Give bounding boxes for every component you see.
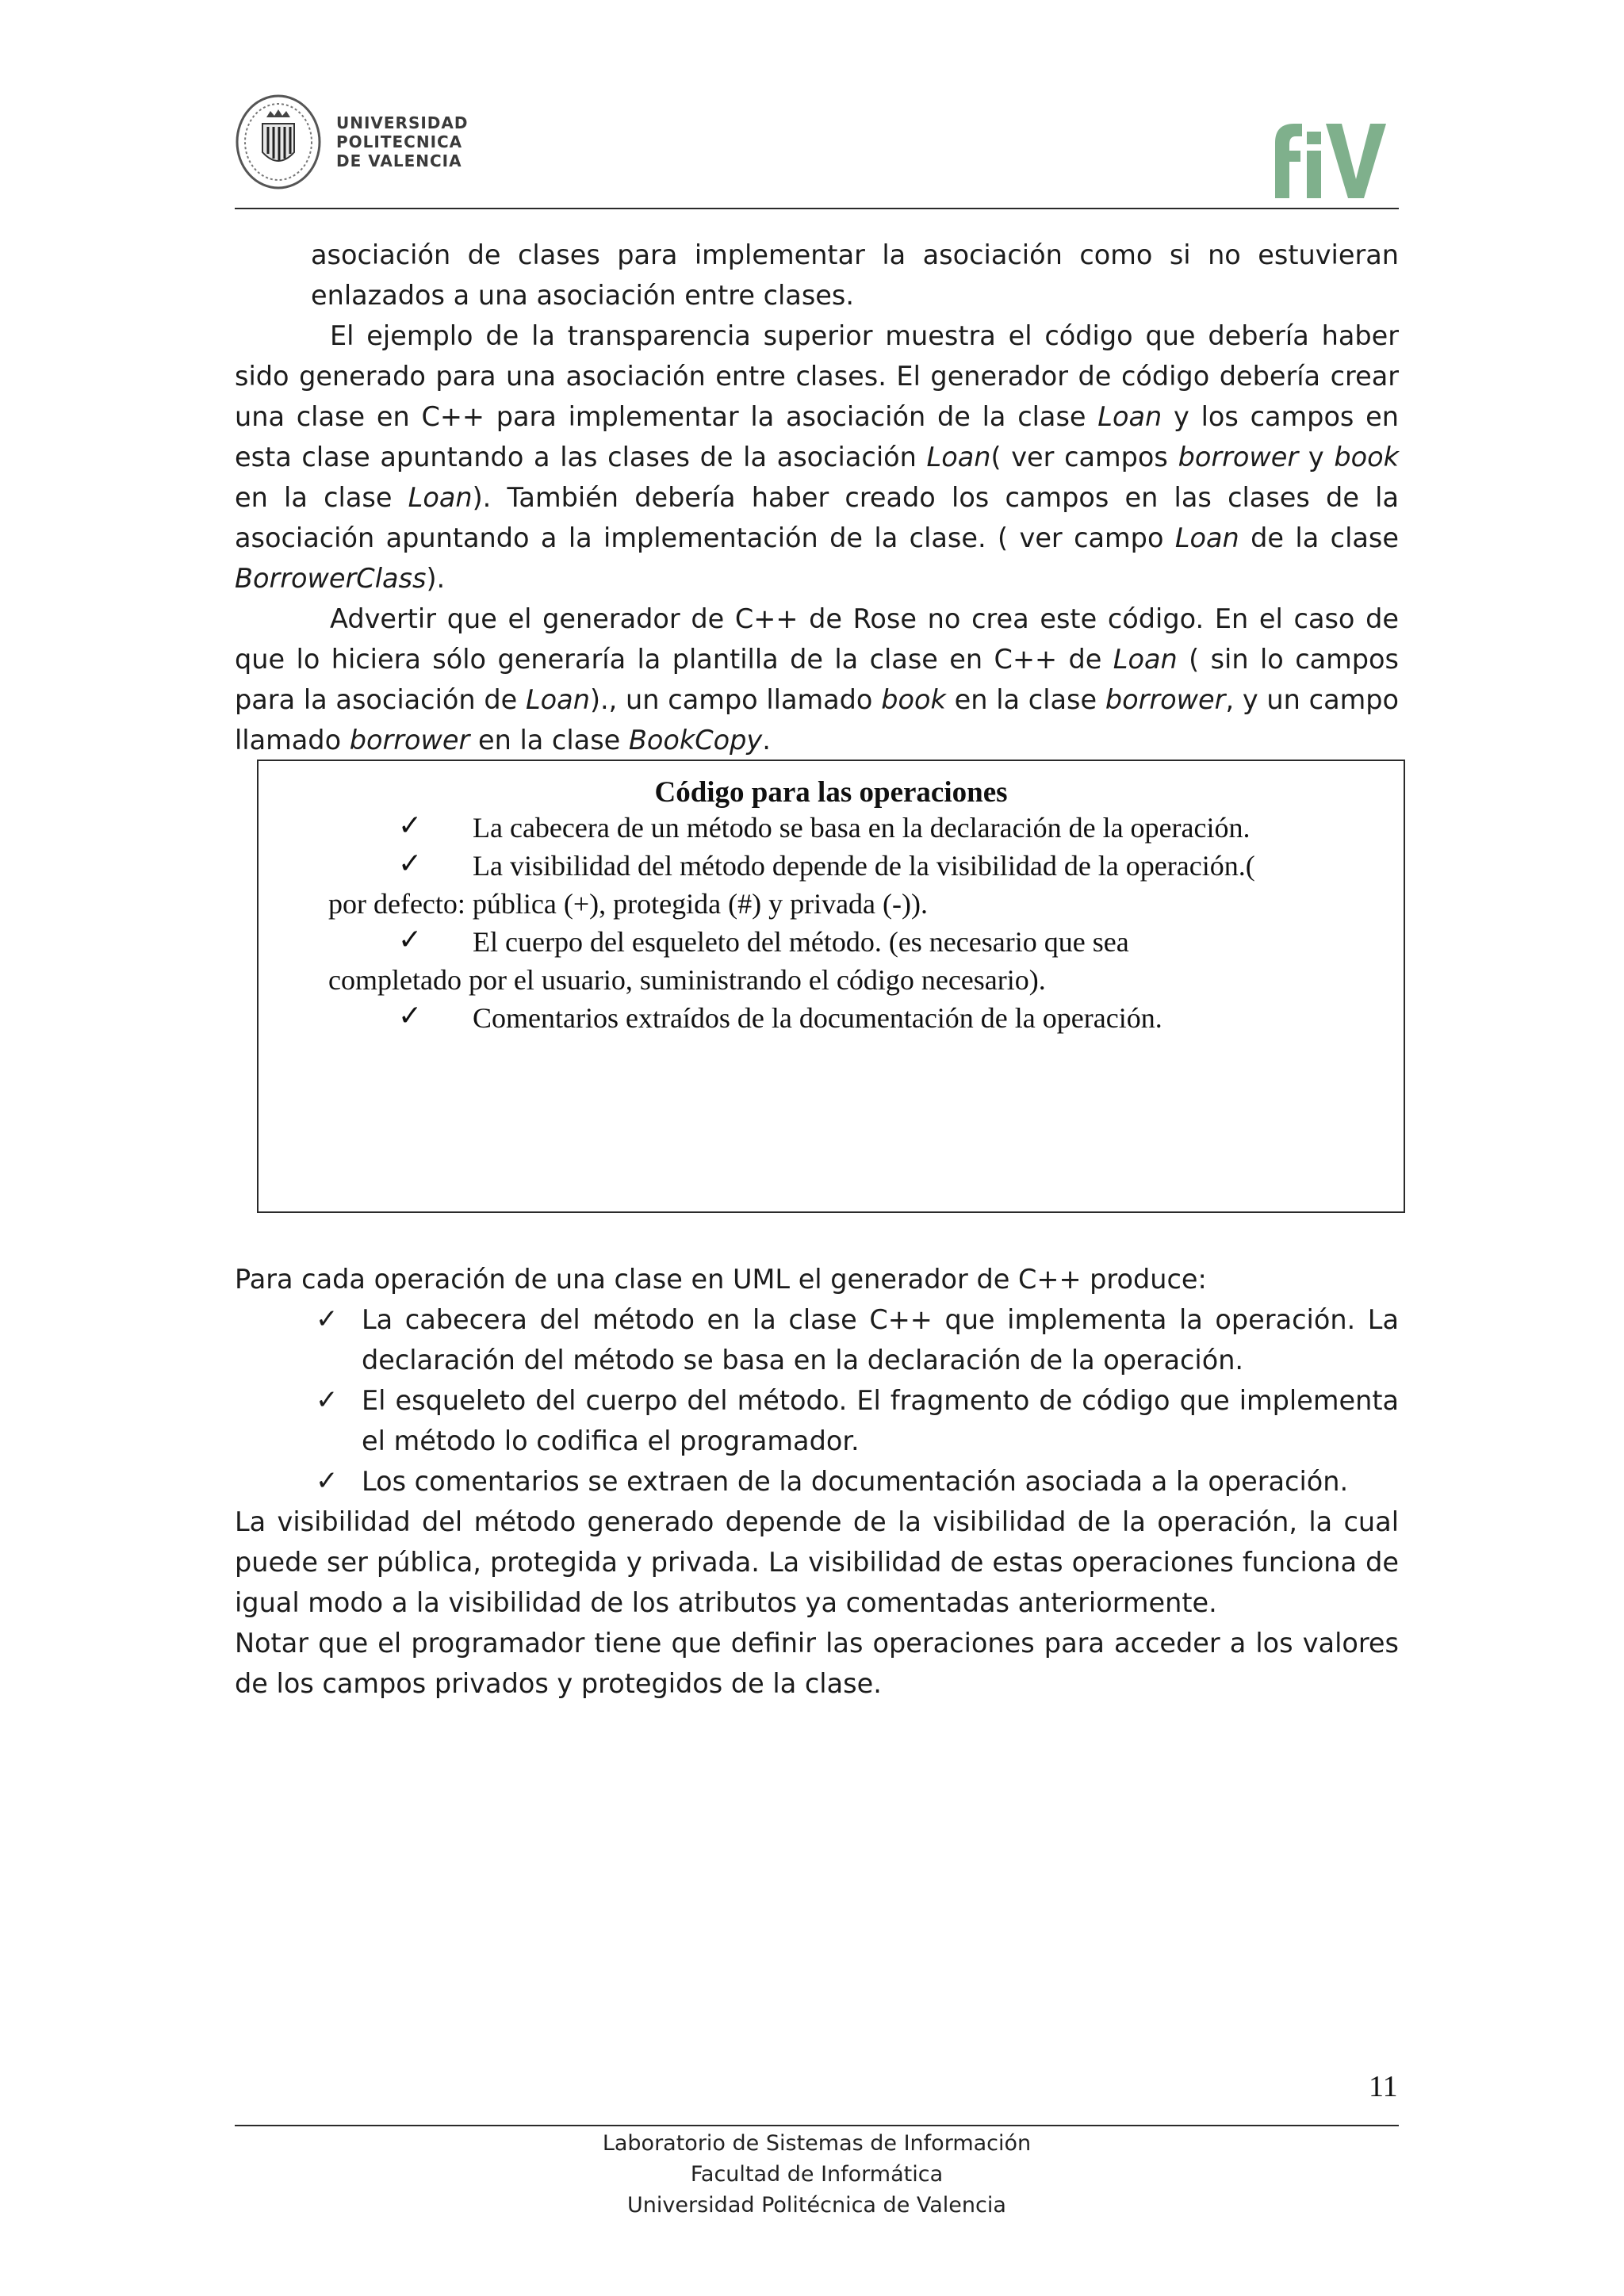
list-item [235,1380,1399,1461]
university-name [336,113,469,170]
bullet-text-3: Los comentarios se extraen de la documentación asociada a la operación. [362,1466,1349,1497]
box-line-3b: completado por el usuario, suministrando el código necesario). [328,964,1046,996]
checkmark-icon: ✓ [398,848,423,879]
text-run: )., un campo llamado [589,684,882,715]
box-line-3a: El cuerpo del esqueleto del método. (es necesario que sea [473,926,1129,958]
text-run: Advertir que el generador de C++ de Rose no crea este código. En el caso de que lo hiciera sólo generaría la plantilla de la clase en C++ de [235,603,1399,675]
text-run: de la clase [1239,522,1399,553]
bullet-text-1: La cabecera del método en la clase C++ que implementa la operación. La declaración del método se basa en la declaración de la operación. [362,1304,1399,1376]
italic-term: book [1334,442,1399,473]
text-run: asociación de clases para implementar la asociación como si no estuvieran enlazados a una asociación entre clases. [311,239,1399,311]
box-line-2a: La visibilidad del método depende de la visibilidad de la operación.( [473,850,1255,882]
main-text [235,1259,1399,1704]
italic-term: Loan [926,442,991,473]
checkmark-icon: ✓ [398,809,423,841]
university-seal-icon [235,94,322,190]
text-run: en la clase [469,725,629,756]
visibility-paragraph: La visibilidad del método generado depende de la visibilidad de la operación, la cual puede ser pública, protegida y privada. La visibilidad de estas operaciones funciona de igual modo a la visibilidad de los atributos ya comentadas anteriormente. [235,1506,1399,1618]
italic-term: Loan [526,684,590,715]
italic-term: borrower [349,725,470,756]
university-logo [235,94,469,190]
box-line-2b: por defecto: pública (+), protegida (#) y privada (-)). [328,888,928,920]
footer-line-2: Facultad de Informática [690,2162,944,2187]
italic-term: Loan [408,482,473,513]
text-run: . [762,725,771,756]
box-title: Código para las operaciones [654,776,1008,809]
italic-term: Loan [1174,522,1239,553]
main-lead: Para cada operación de una clase en UML el generador de C++ produce: [235,1264,1207,1295]
text-run: ). También debería haber creado los campos en las clases de la asociación apuntando a la implementación de la clase. ( ver campo [235,482,1399,553]
italic-term: BookCopy [628,725,763,756]
footer-line-3: Universidad Politécnica de Valencia [627,2193,1006,2218]
checkmark-icon: ✓ [398,1000,423,1031]
text-run: en la clase [235,482,408,513]
italic-term: BorrowerClass [235,563,427,594]
intro-paragraph-2 [235,316,1399,599]
italic-term: Loan [1097,401,1162,432]
box-line-4: Comentarios extraídos de la documentación de la operación. [473,1002,1162,1034]
text-run: ( ver campos [990,442,1178,473]
text-run: en la clase [945,684,1105,715]
text-run: ). [426,563,446,594]
footer [235,2128,1399,2221]
text-run: ( sin lo campos para la asociación de [235,644,1399,715]
footer-line-1: Laboratorio de Sistemas de Información [602,2131,1032,2156]
checkmark-icon: ✓ [398,924,423,955]
bullet-text-2: El esqueleto del cuerpo del método. El fragmento de código que implementa el método lo codifica el programador. [362,1385,1399,1456]
footer-divider [235,2125,1399,2126]
checkmark-icon: ✓ [316,1465,339,1497]
list-item [235,1299,1399,1380]
italic-term: book [881,684,946,715]
text-run: , y un campo llamado [235,684,1399,756]
text-run: y los campos en esta clase apuntando a las clases de la asociación [235,401,1399,473]
italic-term: borrower [1178,442,1299,473]
note-paragraph: Notar que el programador tiene que definir las operaciones para acceder a los valores de los campos privados y protegidos de la clase. [235,1628,1399,1699]
text-run: y [1298,442,1335,473]
box-line-1: La cabecera de un método se basa en la declaración de la operación. [473,812,1251,844]
operations-code-box [257,760,1405,1213]
intro-paragraph-3 [235,599,1399,760]
university-line-2: POLITECNICA [336,132,463,151]
university-line-3: DE VALENCIA [336,151,462,170]
faculty-logo-icon [1269,116,1388,198]
header-divider [235,208,1399,209]
italic-term: borrower [1105,684,1226,715]
italic-term: Loan [1113,644,1178,675]
intro-text [235,235,1399,760]
university-line-1: UNIVERSIDAD [336,113,469,132]
checkmark-icon: ✓ [316,1384,339,1416]
list-item [235,1461,1399,1502]
text-run: El ejemplo de la transparencia superior muestra el código que debería haber sido generado para una asociación entre clases. El generador de código debería crear una clase en C++ para implementar la asociación de la clase [235,320,1399,432]
intro-paragraph-1 [235,235,1399,316]
page-number: 11 [1369,2070,1398,2103]
checkmark-icon: ✓ [316,1303,339,1335]
